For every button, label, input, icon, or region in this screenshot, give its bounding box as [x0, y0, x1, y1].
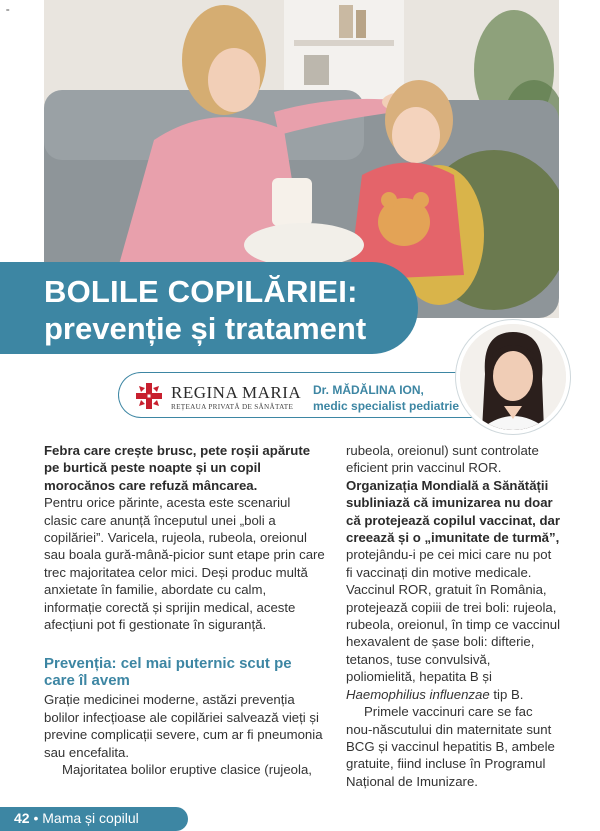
page-number: 42 — [14, 810, 30, 826]
article-column-left — [44, 442, 326, 779]
article-text: tip B. — [489, 686, 524, 702]
article-text: protejându-i pe cei mici care nu pot fi vaccinați din motive medicale. Vaccinul ROR, gratuit în România, protejează copiii de trei boli: rujeola, rubeola, oreionul, în timp ce vaccinul hexavalent de șase boli: difterie, tetanos, tuse convulsivă, poliomielită, hepatita B și — [346, 547, 561, 685]
author-portrait-image — [460, 324, 566, 430]
section-heading: Prevenția: cel mai puternic scut pe care îl avem — [44, 655, 292, 690]
article-paragraph: Grație medicinei moderne, astăzi prevenția bolilor infecțioase ale copilăriei salvează vieți și previne complicații severe, cum ar fi pneumonia sau encefalita. — [44, 692, 323, 760]
article-lead: Febra care crește brusc, pete roșii apărute pe burtică peste noapte și un copil morocănos care refuză mâncarea. — [44, 443, 311, 493]
corner-mark: = — [6, 8, 10, 14]
regina-maria-cross-logo-icon — [135, 382, 163, 410]
author-title: medic specialist pediatrie — [313, 399, 460, 413]
article-paragraph: Primele vaccinuri care se fac nou-născutului din maternitate sunt BCG și vaccinul hepatitis B, ambele gratuite, fiind incluse în Programul Național de Imunizare. — [346, 704, 555, 789]
article-paragraph-continued: rubeola, oreionul) sunt controlate eficient prin vaccinul ROR. — [346, 443, 539, 476]
article-title-line-1: BOLILE COPILĂRIEI: — [44, 274, 358, 309]
article-title-line-2: prevenție și tratament — [44, 311, 367, 346]
footer — [14, 810, 139, 826]
logo-name: REGINA MARIA — [171, 383, 302, 402]
article-italic-term: Haemophilius influenzae — [346, 686, 490, 702]
logo-tagline: REȚEAUA PRIVATĂ DE SĂNĂTATE — [171, 403, 294, 411]
article-paragraph: Pentru orice părinte, acesta este scenariul clasic care anunță începutul unei „boli a copilăriei”. Varicela, rujeola, rubeola, oreionul sau boala gură-mână-picior sunt etape prin care trec majoritatea celor mici. Deși produc multă anxietate în familie, abordate cu calm, informație corectă și sprijin medical, aceste afecțiuni pot fi gestionate în siguranță. — [44, 495, 325, 633]
article-paragraph — [346, 477, 561, 703]
author-portrait — [456, 320, 570, 434]
magazine-name: Mama și copilul — [42, 810, 139, 826]
footer-separator: • — [33, 810, 39, 826]
who-statement: Organizația Mondială a Sănătății subliniază că imunizarea nu doar că protejează copilul vaccinat, dar creează și o „imunitate de turmă”, — [346, 477, 561, 546]
author-name: Dr. MĂDĂLINA ION, — [313, 383, 424, 397]
article-paragraph: Majoritatea bolilor eruptive clasice (rujeola, — [62, 762, 312, 778]
article-column-right — [346, 442, 561, 790]
